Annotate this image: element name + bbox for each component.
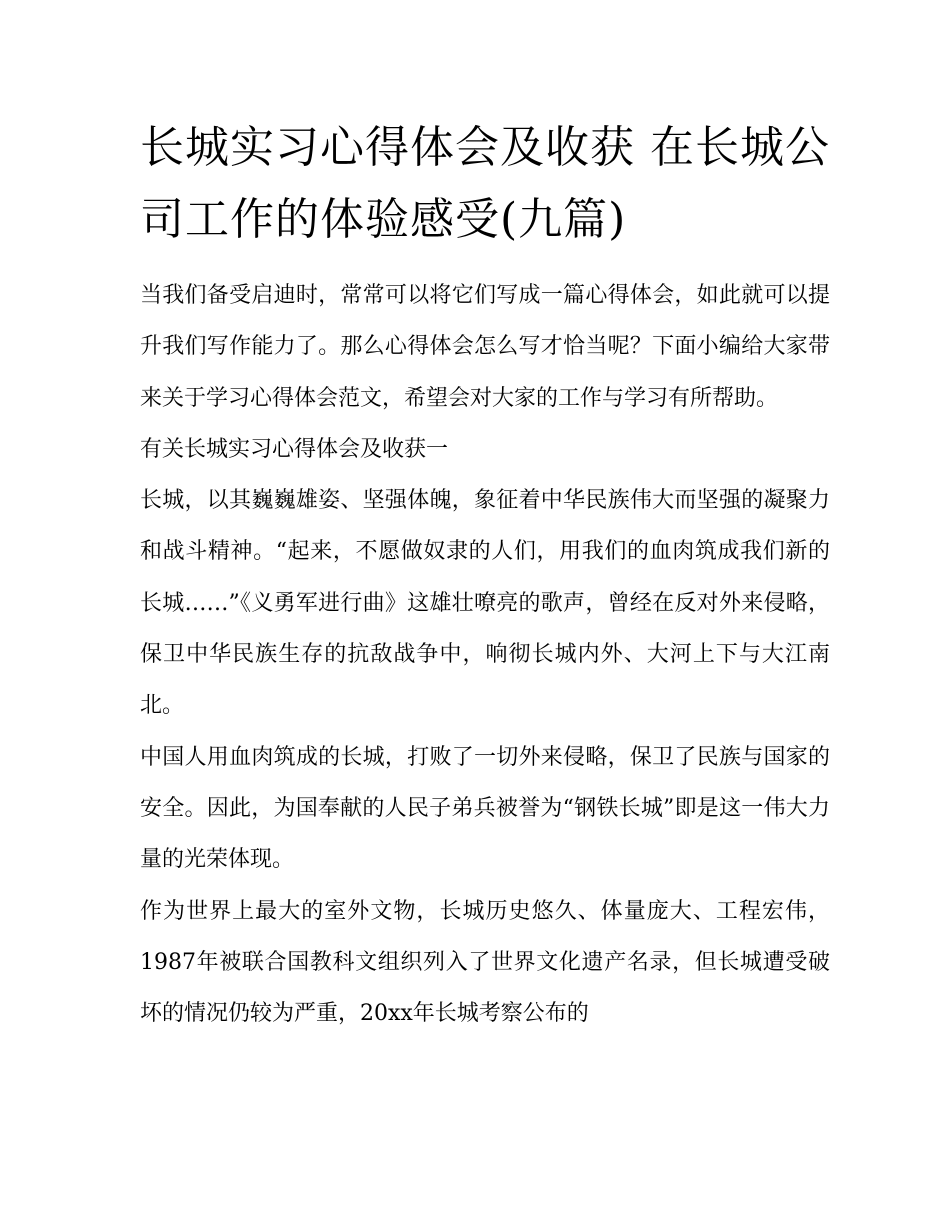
document-content xyxy=(140,112,830,1039)
intro-paragraph: 当我们备受启迪时，常常可以将它们写成一篇心得体会，如此就可以提升我们写作能力了。那么心得体会怎么写才恰当呢？下面小编给大家带来关于学习心得体会范文，希望会对大家的工作与学习有所帮助。 xyxy=(140,283,830,411)
title-block xyxy=(140,112,830,256)
body-paragraph: 作为世界上最大的室外文物，长城历史悠久、体量庞大、工程宏伟，1987年被联合国教科文组织列入了世界文化遗产名录，但长城遭受破坏的情况仍较为严重，20xx年长城考察公布的 xyxy=(140,898,830,1027)
document-title: 长城实习心得体会及收获 在长城公司工作的体验感受(九篇) xyxy=(140,122,830,245)
body-paragraph: 中国人用血肉筑成的长城，打败了一切外来侵略，保卫了民族与国家的安全。因此，为国奉献的人民子弟兵被誉为“钢铁长城”即是这一伟大力量的光荣体现。 xyxy=(140,744,830,873)
section-heading: 有关长城实习心得体会及收获一 xyxy=(140,436,449,462)
body-paragraph: 长城，以其巍巍雄姿、坚强体魄，象征着中华民族伟大而坚强的凝聚力和战斗精神。“起来，不愿做奴隶的人们，用我们的血肉筑成我们新的长城……”《义勇军进行曲》这雄壮嘹亮的歌声，曾经在反对外来侵略，保卫中华民族生存的抗敌战争中，响彻长城内外、大河上下与大江南北。 xyxy=(140,488,830,719)
